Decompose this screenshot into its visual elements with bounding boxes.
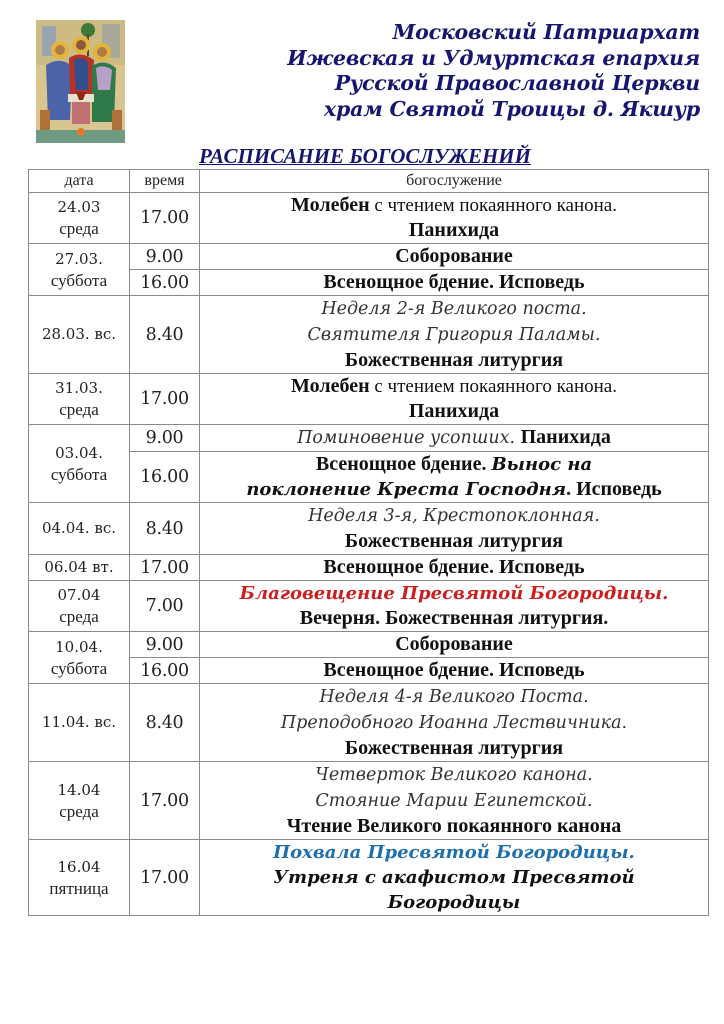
weekday-value: среда [59,400,99,419]
service-cell [200,244,709,270]
service-line [202,296,706,322]
service-text: Всенощное бдение. [315,453,492,475]
service-line [202,736,706,761]
date-value: 24.03 [57,198,101,216]
service-text: . Исповедь [566,478,662,500]
header-line-patriarchate: Московский Патриархат [392,20,700,44]
table-row [29,840,709,916]
table-row [29,425,709,452]
table-row [29,270,709,296]
service-text: Вынос на [491,454,593,475]
service-text: Божественная литургия [344,530,564,552]
service-cell [200,840,709,916]
service-line [202,710,706,736]
service-line [202,425,706,451]
time-cell: 17.00 [130,193,200,244]
service-cell [200,684,709,762]
date-value: 04.04. вс. [41,519,117,537]
time-cell: 16.00 [130,270,200,296]
service-line [202,788,706,814]
schedule-table [28,169,709,916]
header-line-church: Русской Православной Церкви [334,71,700,95]
table-row [29,581,709,632]
service-line [202,193,706,218]
service-line [202,399,706,424]
time-cell: 16.00 [130,452,200,503]
date-value: 27.03. [55,249,103,268]
date-cell [29,296,130,374]
service-line [202,477,706,502]
service-line [202,840,706,865]
service-text: Панихида [408,400,500,422]
time-cell: 9.00 [130,244,200,270]
weekday-value: суббота [50,658,108,678]
date-cell [29,374,130,425]
service-line [202,529,706,554]
service-text: с чтением покаянного канона. [369,376,617,397]
service-text: Преподобного Иоанна Лествичника. [280,713,628,733]
time-cell: 8.40 [130,296,200,374]
service-text: Всенощное бдение. Исповедь [323,659,585,681]
service-text: Поминовение усопших. [297,428,521,448]
time-cell: 9.00 [130,425,200,452]
service-text: Молебен [291,194,370,216]
weekday-value: суббота [50,270,108,290]
service-text: Четверток Великого канона. [315,765,593,785]
weekday-value: среда [59,607,99,626]
time-cell: 8.40 [130,503,200,555]
service-cell [200,296,709,374]
service-cell [200,632,709,658]
service-text: Всенощное бдение. Исповедь [323,271,585,293]
service-cell [200,374,709,425]
date-cell [29,684,130,762]
service-line [202,218,706,243]
service-text: Благовещение Пресвятой Богородицы. [239,583,669,604]
date-cell [29,244,130,296]
service-cell [200,658,709,684]
service-text: Божественная литургия [344,737,564,759]
service-cell [200,581,709,632]
table-row [29,296,709,374]
column-header-date: дата [29,170,130,193]
column-header-time: время [130,170,200,193]
service-line [202,555,706,580]
date-cell [29,503,130,555]
service-text: Панихида [520,426,611,448]
page-title: РАСПИСАНИЕ БОГОСЛУЖЕНИЙ [199,144,531,168]
column-header-service: богослужение [200,170,709,193]
date-value: 10.04. [55,637,103,656]
service-text: Соборование [395,245,513,267]
service-line [202,270,706,295]
table-row [29,658,709,684]
date-value: 16.04 [57,857,101,876]
table-row [29,244,709,270]
service-text: Неделя 2-я Великого поста. [321,299,587,319]
service-text: Святителя Григория Паламы. [307,325,601,345]
table-row [29,632,709,658]
date-cell [29,762,130,840]
table-row [29,452,709,503]
service-line [202,503,706,529]
parish-header [240,20,700,122]
service-text: Неделя 3-я, Крестопоклонная. [308,506,600,526]
service-cell [200,270,709,296]
service-text: Чтение Великого покаянного канона [286,815,622,837]
service-text: Неделя 4-я Великого Поста. [319,687,589,707]
time-cell: 16.00 [130,658,200,684]
date-value: 31.03. [55,379,103,397]
date-cell [29,840,130,916]
service-cell [200,425,709,452]
date-cell [29,193,130,244]
service-line [202,762,706,788]
service-text: поклонение Креста Господня [246,479,567,500]
date-cell [29,632,130,684]
service-line [202,348,706,373]
trinity-icon-image [36,20,125,143]
service-cell [200,452,709,503]
service-line [202,658,706,683]
header-line-eparchy: Ижевская и Удмуртская епархия [287,45,700,70]
weekday-value: суббота [50,464,108,484]
date-value: 14.04 [57,780,101,799]
service-text: Соборование [395,633,513,655]
table-row [29,555,709,581]
time-cell: 17.00 [130,762,200,840]
service-text: Вечерня. Божественная литургия. [299,607,609,629]
service-text: с чтением покаянного канона. [369,195,617,216]
table-row [29,503,709,555]
service-cell [200,555,709,581]
holy-trinity-icon [36,20,125,143]
time-cell: 9.00 [130,632,200,658]
service-line [202,684,706,710]
service-text: Всенощное бдение. Исповедь [323,556,585,578]
date-value: 06.04 вт. [44,558,114,576]
service-text: Утреня с акафистом Пресвятой [273,867,635,888]
service-cell [200,503,709,555]
time-cell: 8.40 [130,684,200,762]
service-line [202,322,706,348]
table-header-row [29,170,709,193]
service-text: Молебен [291,375,370,397]
weekday-value: среда [59,801,99,821]
service-line [202,374,706,399]
date-cell [29,555,130,581]
service-line [202,244,706,269]
service-line [202,606,706,631]
service-text: Панихида [408,219,500,241]
date-cell [29,425,130,503]
service-text: Стояние Марии Египетской. [315,791,593,811]
time-cell: 17.00 [130,840,200,916]
table-row [29,762,709,840]
service-text: Богородицы [387,892,521,913]
time-cell: 17.00 [130,374,200,425]
service-text: Божественная литургия [344,349,564,371]
service-cell [200,762,709,840]
service-line [202,865,706,890]
table-row [29,193,709,244]
table-row [29,684,709,762]
service-line [202,814,706,839]
service-line [202,581,706,606]
date-value: 11.04. вс. [41,713,117,731]
time-cell: 17.00 [130,555,200,581]
table-row [29,374,709,425]
header-line-temple: храм Святой Троицы д. Якшур [324,96,700,121]
schedule-body [29,193,709,916]
date-value: 28.03. вс. [41,325,117,343]
weekday-value: среда [59,219,99,238]
weekday-value: пятница [49,878,109,898]
date-cell [29,581,130,632]
service-line [202,452,706,477]
date-value: 07.04 [57,586,101,604]
service-text: Похвала Пресвятой Богородицы. [273,842,635,863]
service-line [202,632,706,657]
service-line [202,890,706,915]
date-value: 03.04. [55,443,103,462]
time-cell: 7.00 [130,581,200,632]
service-cell [200,193,709,244]
